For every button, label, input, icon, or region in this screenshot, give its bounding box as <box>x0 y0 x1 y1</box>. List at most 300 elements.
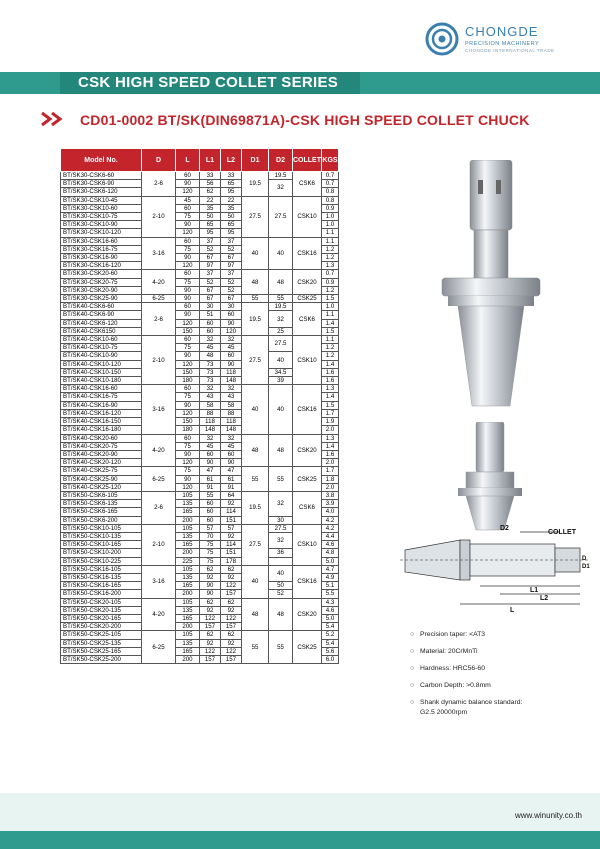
merged-cell: 19.5 <box>269 172 293 180</box>
circle-bullet-icon: ○ <box>410 631 415 638</box>
table-row <box>61 196 339 204</box>
merged-cell: 48 <box>242 598 269 631</box>
merged-cell: 19.5 <box>242 172 269 197</box>
model-cell: BT/SK50-CSK20-105 <box>61 598 142 606</box>
footer-light-band <box>0 793 600 831</box>
table-cell: 95 <box>221 188 242 196</box>
table-cell: 3.9 <box>322 500 339 508</box>
table-cell: 5.0 <box>322 614 339 622</box>
table-cell: 5.4 <box>322 639 339 647</box>
table-cell: 165 <box>176 614 200 622</box>
model-cell: BT/SK50-CSK16-105 <box>61 565 142 573</box>
table-cell: 1.9 <box>322 418 339 426</box>
table-cell: 105 <box>176 631 200 639</box>
merged-cell: 25 <box>269 327 293 335</box>
table-row <box>61 631 339 639</box>
table-cell: 92 <box>221 532 242 540</box>
model-cell: BT/SK50-CSK6-200 <box>61 516 142 524</box>
table-cell: 65 <box>221 180 242 188</box>
merged-cell: 55 <box>269 467 293 492</box>
table-cell: 47 <box>221 467 242 475</box>
spec-item <box>410 681 595 698</box>
merged-cell: 3-16 <box>142 237 176 270</box>
spec-text: Shank dynamic balance standard: <box>420 699 523 706</box>
table-cell: 105 <box>176 524 200 532</box>
merged-cell: 32 <box>269 491 293 516</box>
model-cell: BT/SK30-CSK25-90 <box>61 295 142 303</box>
spec-text: Precision taper: <AT3 <box>420 631 486 638</box>
table-cell: 1.1 <box>322 336 339 344</box>
table-cell: 50 <box>200 213 221 221</box>
table-cell: 135 <box>176 573 200 581</box>
table-cell: 1.3 <box>322 262 339 270</box>
table-cell: 200 <box>176 516 200 524</box>
table-cell: 1.5 <box>322 295 339 303</box>
label-l1: L1 <box>530 587 539 594</box>
product-title: CD01-0002 BT/SK(DIN69871A)-CSK HIGH SPEED COLLET CHUCK <box>80 112 530 128</box>
model-cell: BT/SK50-CSK16-200 <box>61 590 142 598</box>
table-cell: 4.8 <box>322 549 339 557</box>
table-cell: 3.8 <box>322 491 339 499</box>
table-cell: 90 <box>176 254 200 262</box>
column-header: D <box>142 149 176 172</box>
table-cell: 90 <box>176 295 200 303</box>
merged-cell: CSK10 <box>293 524 322 565</box>
table-cell: 5.0 <box>322 557 339 565</box>
table-cell: 114 <box>221 541 242 549</box>
table-cell: 60 <box>176 336 200 344</box>
table-cell: 60 <box>221 450 242 458</box>
table-cell: 120 <box>176 459 200 467</box>
table-cell: 97 <box>221 262 242 270</box>
table-cell: 1.2 <box>322 286 339 294</box>
merged-cell: 19.5 <box>242 303 269 336</box>
chongde-logo-icon <box>425 22 459 56</box>
model-cell: BT/SK40-CSK10-180 <box>61 377 142 385</box>
label-d: D <box>582 556 587 562</box>
table-cell: 1.0 <box>322 213 339 221</box>
table-cell: 62 <box>221 565 242 573</box>
merged-cell: 4-20 <box>142 434 176 467</box>
table-cell: 90 <box>176 180 200 188</box>
table-cell: 45 <box>176 196 200 204</box>
table-cell: 90 <box>221 459 242 467</box>
model-cell: BT/SK50-CSK20-135 <box>61 606 142 614</box>
model-cell: BT/SK40-CSK16-150 <box>61 418 142 426</box>
table-cell: 75 <box>176 467 200 475</box>
table-cell: 0.8 <box>322 188 339 196</box>
table-cell: 88 <box>221 409 242 417</box>
spec-item <box>410 647 595 664</box>
table-cell: 60 <box>200 500 221 508</box>
merged-cell: CSK25 <box>293 295 322 303</box>
table-cell: 5.2 <box>322 631 339 639</box>
table-cell: 180 <box>176 377 200 385</box>
table-cell: 1.3 <box>322 434 339 442</box>
merged-cell: 55 <box>269 295 293 303</box>
table-cell: 90 <box>200 582 221 590</box>
merged-cell: 6-25 <box>142 467 176 492</box>
table-cell: 122 <box>221 614 242 622</box>
table-cell: 165 <box>176 508 200 516</box>
merged-cell: 48 <box>269 434 293 467</box>
table-cell: 91 <box>221 483 242 491</box>
table-row <box>61 467 339 475</box>
table-cell: 45 <box>200 442 221 450</box>
table-header-row <box>61 149 339 172</box>
table-cell: 1.2 <box>322 352 339 360</box>
table-cell: 1.1 <box>322 229 339 237</box>
table-cell: 1.1 <box>322 237 339 245</box>
table-cell: 150 <box>176 368 200 376</box>
table-cell: 1.6 <box>322 450 339 458</box>
merged-cell: 2-10 <box>142 196 176 237</box>
merged-cell: 6-25 <box>142 295 176 303</box>
double-chevron-icon <box>40 111 70 127</box>
merged-cell: 6-25 <box>142 631 176 664</box>
table-cell: 65 <box>221 221 242 229</box>
table-cell: 52 <box>221 278 242 286</box>
spec-text: Material: 20CrMnTi <box>420 648 478 655</box>
table-cell: 120 <box>176 483 200 491</box>
table-cell: 200 <box>176 623 200 631</box>
circle-bullet-icon: ○ <box>410 648 415 655</box>
table-cell: 1.4 <box>322 393 339 401</box>
table-cell: 120 <box>176 262 200 270</box>
table-cell: 1.7 <box>322 409 339 417</box>
model-cell: BT/SK50-CSK16-135 <box>61 573 142 581</box>
table-body <box>61 172 339 664</box>
table-cell: 5.1 <box>322 582 339 590</box>
table-cell: 157 <box>221 655 242 663</box>
model-cell: BT/SK50-CSK16-165 <box>61 582 142 590</box>
table-cell: 148 <box>221 426 242 434</box>
spec-item <box>410 698 595 724</box>
model-cell: BT/SK30-CSK10-90 <box>61 221 142 229</box>
table-row <box>61 524 339 532</box>
spec-text: Carbon Depth: >0.8mm <box>420 682 491 689</box>
table-cell: 105 <box>176 565 200 573</box>
table-cell: 90 <box>200 590 221 598</box>
table-cell: 0.9 <box>322 204 339 212</box>
table-cell: 135 <box>176 532 200 540</box>
table-cell: 4.6 <box>322 541 339 549</box>
merged-cell: 19.5 <box>242 491 269 524</box>
merged-cell: CSK20 <box>293 598 322 631</box>
footer <box>0 793 600 849</box>
table-cell: 122 <box>200 647 221 655</box>
table-cell: 32 <box>221 336 242 344</box>
company-logo <box>425 22 585 62</box>
merged-cell: CSK16 <box>293 237 322 270</box>
table-cell: 90 <box>176 450 200 458</box>
table-cell: 45 <box>200 344 221 352</box>
model-cell: BT/SK40-CSK16-120 <box>61 409 142 417</box>
collet-chuck-image-top <box>430 160 550 410</box>
table-cell: 0.8 <box>322 196 339 204</box>
merged-cell: 55 <box>242 631 269 664</box>
series-banner <box>0 72 600 94</box>
merged-cell: 27.5 <box>269 196 293 237</box>
table-cell: 1.4 <box>322 360 339 368</box>
merged-cell: 27.5 <box>269 336 293 352</box>
table-cell: 1.3 <box>322 385 339 393</box>
table-cell: 165 <box>176 582 200 590</box>
table-cell: 67 <box>200 286 221 294</box>
model-cell: BT/SK30-CSK6-120 <box>61 188 142 196</box>
model-cell: BT/SK50-CSK10-165 <box>61 541 142 549</box>
logo-line-3: CHONGDE INTERNATIONAL TRADE <box>465 48 555 53</box>
merged-cell <box>269 557 293 565</box>
table-cell: 118 <box>200 418 221 426</box>
table-cell: 178 <box>221 557 242 565</box>
model-cell: BT/SK50-CSK25-200 <box>61 655 142 663</box>
table-cell: 60 <box>176 204 200 212</box>
model-cell: BT/SK40-CSK20-90 <box>61 450 142 458</box>
merged-cell: 48 <box>269 598 293 631</box>
merged-cell: 30 <box>269 516 293 524</box>
table-cell: 75 <box>176 278 200 286</box>
merged-cell: CSK20 <box>293 434 322 467</box>
table-row <box>61 237 339 245</box>
table-cell: 37 <box>221 270 242 278</box>
model-cell: BT/SK40-CSK25-120 <box>61 483 142 491</box>
table-cell: 32 <box>221 434 242 442</box>
table-cell: 1.8 <box>322 475 339 483</box>
model-cell: BT/SK40-CSK20-75 <box>61 442 142 450</box>
table-row <box>61 303 339 311</box>
table-cell: 65 <box>200 221 221 229</box>
merged-cell: 27.5 <box>269 524 293 532</box>
table-cell: 200 <box>176 655 200 663</box>
label-l2: L2 <box>540 595 549 602</box>
merged-cell: 2-6 <box>142 303 176 336</box>
model-cell: BT/SK40-CSK6-90 <box>61 311 142 319</box>
model-cell: BT/SK50-CSK6-135 <box>61 500 142 508</box>
table-cell: 67 <box>221 254 242 262</box>
merged-cell: 55 <box>242 295 269 303</box>
model-cell: BT/SK40-CSK25-75 <box>61 467 142 475</box>
merged-cell: 40 <box>242 385 269 434</box>
merged-cell: 2-6 <box>142 172 176 197</box>
table-cell: 2.0 <box>322 483 339 491</box>
table-cell: 150 <box>176 327 200 335</box>
table-cell: 90 <box>176 401 200 409</box>
table-cell: 92 <box>221 500 242 508</box>
table-cell: 0.7 <box>322 180 339 188</box>
merged-cell: CSK6 <box>293 172 322 197</box>
table-cell: 75 <box>176 442 200 450</box>
table-cell: 32 <box>221 385 242 393</box>
table-cell: 165 <box>176 541 200 549</box>
model-cell: BT/SK30-CSK10-120 <box>61 229 142 237</box>
table-cell: 60 <box>176 434 200 442</box>
model-cell: BT/SK30-CSK16-75 <box>61 245 142 253</box>
model-cell: BT/SK50-CSK6-105 <box>61 491 142 499</box>
table-cell: 67 <box>200 295 221 303</box>
merged-cell: CSK6 <box>293 491 322 524</box>
model-cell: BT/SK50-CSK10-225 <box>61 557 142 565</box>
model-cell: BT/SK30-CSK10-75 <box>61 213 142 221</box>
table-cell: 1.5 <box>322 401 339 409</box>
table-cell: 157 <box>200 655 221 663</box>
model-cell: BT/SK50-CSK20-200 <box>61 623 142 631</box>
table-cell: 225 <box>176 557 200 565</box>
table-cell: 50 <box>221 213 242 221</box>
logo-brand: CHONGDE <box>465 24 539 39</box>
table-cell: 37 <box>221 237 242 245</box>
table-cell: 120 <box>176 319 200 327</box>
merged-cell: CSK25 <box>293 631 322 664</box>
technical-diagram <box>400 520 590 615</box>
table-cell: 90 <box>221 360 242 368</box>
table-row <box>61 172 339 180</box>
table-cell: 120 <box>176 360 200 368</box>
merged-cell: 3-16 <box>142 565 176 598</box>
table-cell: 157 <box>221 590 242 598</box>
model-cell: BT/SK40-CSK16-90 <box>61 401 142 409</box>
merged-cell: 34.5 <box>269 368 293 376</box>
table-cell: 88 <box>200 409 221 417</box>
merged-cell: 48 <box>242 434 269 467</box>
table-cell: 67 <box>221 295 242 303</box>
table-cell: 148 <box>221 377 242 385</box>
table-cell: 61 <box>221 475 242 483</box>
table-cell: 45 <box>221 442 242 450</box>
table-cell: 33 <box>200 172 221 180</box>
table-cell: 150 <box>176 418 200 426</box>
table-cell: 90 <box>176 311 200 319</box>
merged-cell: 55 <box>269 631 293 664</box>
table-cell: 105 <box>176 598 200 606</box>
table-cell: 148 <box>200 426 221 434</box>
model-cell: BT/SK40-CSK10-90 <box>61 352 142 360</box>
model-cell: BT/SK40-CSK20-60 <box>61 434 142 442</box>
table-cell: 43 <box>221 393 242 401</box>
table-cell: 62 <box>221 631 242 639</box>
model-cell: BT/SK30-CSK20-90 <box>61 286 142 294</box>
circle-bullet-icon: ○ <box>410 665 415 672</box>
table-cell: 22 <box>221 196 242 204</box>
table-cell: 64 <box>221 491 242 499</box>
circle-bullet-icon: ○ <box>410 699 415 706</box>
table-cell: 95 <box>221 229 242 237</box>
table-cell: 1.5 <box>322 327 339 335</box>
footer-url: www.winunity.co.th <box>515 811 582 820</box>
table-cell: 1.2 <box>322 245 339 253</box>
table-cell: 4.4 <box>322 532 339 540</box>
table-cell: 57 <box>221 524 242 532</box>
table-cell: 0.7 <box>322 270 339 278</box>
column-header: L <box>176 149 200 172</box>
merged-cell: 36 <box>269 549 293 557</box>
model-cell: BT/SK50-CSK10-200 <box>61 549 142 557</box>
column-header: L2 <box>221 149 242 172</box>
table-cell: 60 <box>221 311 242 319</box>
table-cell: 60 <box>176 303 200 311</box>
merged-cell: 40 <box>242 565 269 598</box>
logo-line-2: PRECISION MACHINERY <box>465 41 540 47</box>
model-cell: BT/SK40-CSK10-75 <box>61 344 142 352</box>
table-cell: 47 <box>200 467 221 475</box>
model-cell: BT/SK30-CSK20-60 <box>61 270 142 278</box>
model-cell: BT/SK40-CSK20-120 <box>61 459 142 467</box>
table-cell: 73 <box>200 368 221 376</box>
table-cell: 120 <box>176 229 200 237</box>
table-cell: 90 <box>176 352 200 360</box>
table-cell: 4.2 <box>322 516 339 524</box>
table-cell: 4.3 <box>322 598 339 606</box>
table-row <box>61 598 339 606</box>
table-cell: 120 <box>221 327 242 335</box>
model-cell: BT/SK40-CSK6-120 <box>61 319 142 327</box>
model-cell: BT/SK40-CSK16-60 <box>61 385 142 393</box>
table-cell: 62 <box>200 598 221 606</box>
table-cell: 52 <box>200 278 221 286</box>
table-cell: 118 <box>221 418 242 426</box>
column-header: D2 <box>269 149 293 172</box>
table-cell: 4.2 <box>322 524 339 532</box>
table-cell: 32 <box>200 336 221 344</box>
table-cell: 57 <box>200 524 221 532</box>
table-cell: 73 <box>200 360 221 368</box>
model-cell: BT/SK30-CSK10-45 <box>61 196 142 204</box>
table-row <box>61 385 339 393</box>
merged-cell: 2-10 <box>142 524 176 565</box>
table-cell: 157 <box>221 623 242 631</box>
table-cell: 92 <box>221 639 242 647</box>
table-cell: 73 <box>200 377 221 385</box>
label-d1: D1 <box>582 564 590 570</box>
table-cell: 105 <box>176 491 200 499</box>
merged-cell: 32 <box>269 180 293 196</box>
merged-cell: CSK10 <box>293 196 322 237</box>
merged-cell: 32 <box>269 311 293 327</box>
table-cell: 75 <box>200 557 221 565</box>
table-cell: 61 <box>200 475 221 483</box>
table-cell: 32 <box>200 434 221 442</box>
spec-text-continued: G2.5 20000rpm <box>420 709 468 716</box>
merged-cell: CSK25 <box>293 467 322 492</box>
table-cell: 1.1 <box>322 311 339 319</box>
model-cell: BT/SK40-CSK6-60 <box>61 303 142 311</box>
table-cell: 6.0 <box>322 655 339 663</box>
table-cell: 90 <box>221 319 242 327</box>
table-cell: 120 <box>176 409 200 417</box>
table-cell: 92 <box>221 606 242 614</box>
merged-cell: 40 <box>269 385 293 434</box>
model-cell: BT/SK50-CSK25-105 <box>61 631 142 639</box>
merged-cell: 40 <box>269 352 293 368</box>
table-cell: 62 <box>221 598 242 606</box>
table-cell: 151 <box>221 516 242 524</box>
table-cell: 60 <box>176 237 200 245</box>
table-cell: 37 <box>200 237 221 245</box>
model-cell: BT/SK40-CSK10-150 <box>61 368 142 376</box>
spec-table <box>60 148 339 664</box>
table-cell: 0.9 <box>322 278 339 286</box>
table-cell: 122 <box>221 647 242 655</box>
table-cell: 180 <box>176 426 200 434</box>
table-cell: 30 <box>200 303 221 311</box>
table-cell: 32 <box>200 385 221 393</box>
table-cell: 56 <box>200 180 221 188</box>
merged-cell: 48 <box>269 270 293 295</box>
table-cell: 2.0 <box>322 426 339 434</box>
table-cell: 75 <box>176 213 200 221</box>
table-cell: 75 <box>176 344 200 352</box>
merged-cell: 4-20 <box>142 270 176 295</box>
